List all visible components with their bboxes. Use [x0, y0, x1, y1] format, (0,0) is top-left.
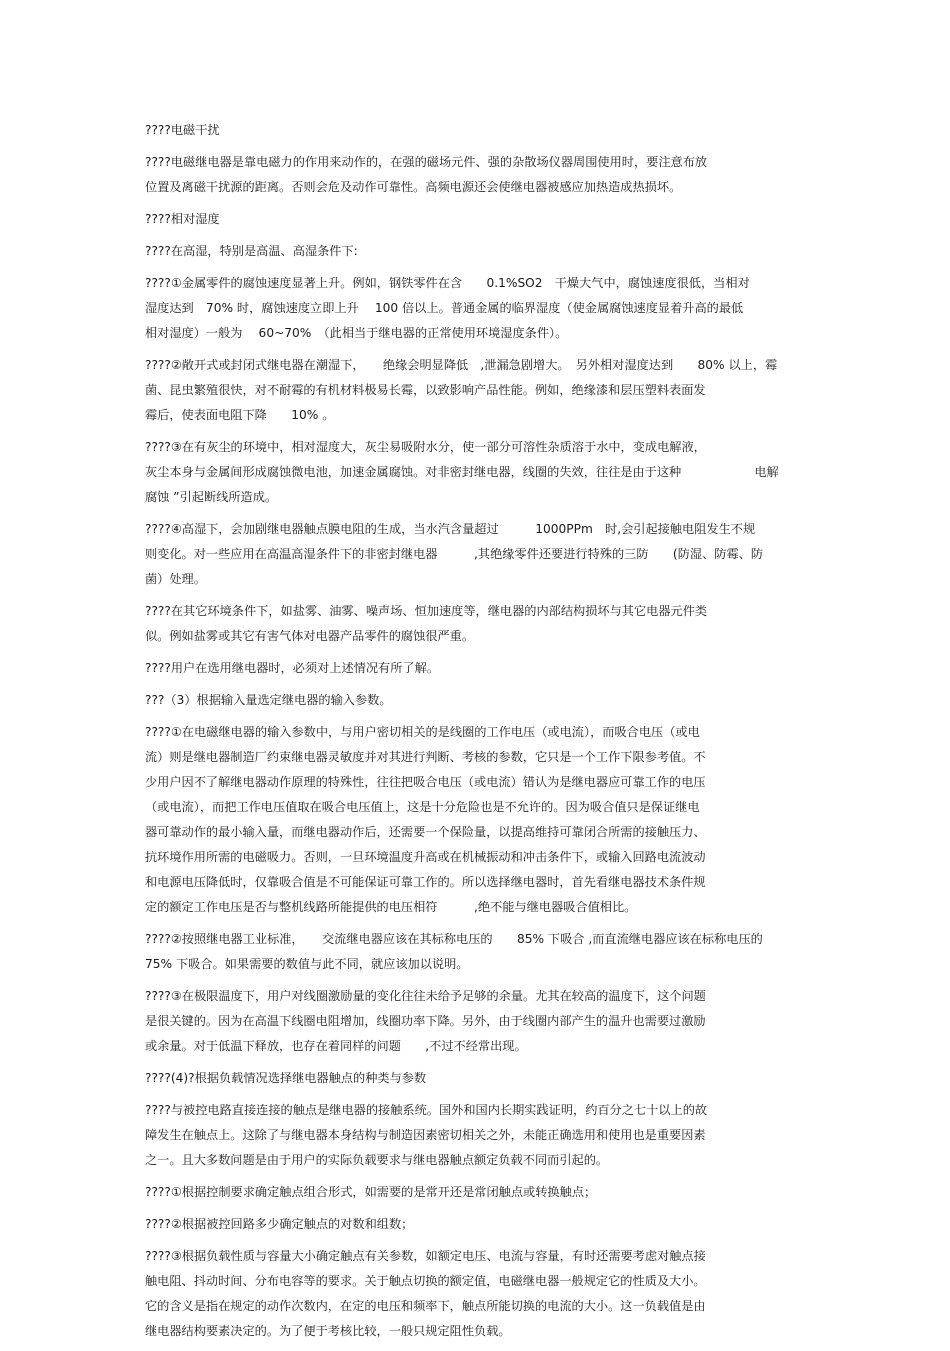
text-line: 定的额定工作电压是否与整机线路所能提供的电压相符 ,绝不能与继电器吸合值相比。 [145, 900, 637, 914]
text-line: 腐蚀 ”引起断线所造成。 [145, 490, 278, 504]
text-line: ????①金属零件的腐蚀速度显著上升。例如，钢铁零件在含 0.1%SO2 干燥大气中，腐蚀速度很低，当相对 [145, 276, 750, 290]
text-line: 相对湿度）一般为 60~70% （此相当于继电器的正常使用环境湿度条件）。 [145, 326, 568, 340]
text-line: ???（3）根据输入量选定继电器的输入参数。 [145, 693, 392, 707]
text-line: ????在高湿，特别是高温、高湿条件下: [145, 244, 358, 258]
text-line: 它的含义是指在规定的动作次数内，在定的电压和频率下，触点所能切换的电流的大小。这一负载值是由 [145, 1299, 706, 1313]
text-line: ????电磁继电器是靠电磁力的作用来动作的，在强的磁场元件、强的杂散场仪器周围使用时，要注意布放 [145, 155, 708, 169]
text-line: 触电阻、抖动时间、分布电容等的要求。关于触点切换的额定值，电磁继电器一般规定它的性质及大小。 [145, 1274, 706, 1288]
text-line: （或电流），而把工作电压值取在吸合电压值上，这是十分危险也是不允许的。因为吸合值只是保证继电 [145, 800, 700, 814]
text-line: ????①在电磁继电器的输入参数中，与用户密切相关的是线圈的工作电压（或电流），而吸合电压（或电 [145, 725, 700, 739]
document-page [145, 118, 815, 1351]
text-line: 霉后，使表面电阻下降 10% 。 [145, 408, 335, 422]
paragraph [145, 720, 815, 920]
paragraph [145, 353, 815, 428]
text-line: ????电磁干扰 [145, 123, 220, 137]
text-line: ????在其它环境条件下，如盐雾、油雾、噪声场、恒加速度等，继电器的内部结构损坏与其它电器元件类 [145, 604, 708, 618]
text-line: 器可靠动作的最小输入量，而继电器动作后，还需要一个保险量，以提高维持可靠闭合所需的接触压力、 [145, 825, 706, 839]
text-line: 灰尘本身与金属间形成腐蚀微电池，加速金属腐蚀。对非密封继电器，线圈的失效，往往是由于这种 电解 [145, 465, 779, 479]
text-line: 之一。且大多数问题是由于用户的实际负载要求与继电器触点额定负载不同而引起的。 [145, 1153, 609, 1167]
paragraph [145, 927, 815, 977]
text-line: 湿度达到 70% 时，腐蚀速度立即上升 100 倍以上。普通金属的临界湿度（使金属腐蚀速度显着升高的最低 [145, 301, 744, 315]
text-line: 流）则是继电器制造厂约束继电器灵敏度并对其进行判断、考核的参数，它只是一个工作下限参考值。不 [145, 750, 706, 764]
text-line: 或余量。对于低温下释放，也存在着同样的问题 ,不过不经常出现。 [145, 1039, 527, 1053]
paragraph [145, 688, 815, 713]
paragraph [145, 1098, 815, 1173]
text-line: 继电器结构要素决定的。为了便于考核比较，一般只规定阻性负载。 [145, 1324, 511, 1338]
paragraph [145, 1212, 815, 1237]
text-line: 菌）处理。 [145, 572, 206, 586]
text-line: ????③在有灰尘的环境中，相对湿度大，灰尘易吸附水分，使一部分可溶性杂质溶于水中，变成电解液， [145, 440, 706, 454]
text-line: 是很关键的。因为在高温下线圈电阻增加，线圈功率下降。另外，由于线圈内部产生的温升也需要过激励 [145, 1014, 706, 1028]
text-line: ????(4)?根据负载情况选择继电器触点的种类与参数 [145, 1071, 427, 1085]
text-line: ????②敞开式或封闭式继电器在潮湿下， 绝缘会明显降低 ,泄漏急剧增大。 另外相对湿度达到 80% 以上，霉 [145, 358, 778, 372]
paragraph [145, 271, 815, 346]
paragraph [145, 599, 815, 649]
text-line: ????与被控电路直接连接的触点是继电器的接触系统。国外和国内长期实践证明，约百分之七十以上的故 [145, 1103, 708, 1117]
paragraph [145, 1180, 815, 1205]
paragraph [145, 435, 815, 510]
text-line: ????相对湿度 [145, 212, 220, 226]
text-line: ????②按照继电器工业标准， 交流继电器应该在其标称电压的 85% 下吸合 ,而直流继电器应该在标称电压的 [145, 932, 763, 946]
paragraph [145, 1244, 815, 1344]
text-line: ????①根据控制要求确定触点组合形式，如需要的是常开还是常闭触点或转换触点； [145, 1185, 597, 1199]
paragraph [145, 656, 815, 681]
text-line: ????③在极限温度下，用户对线圈激励量的变化往往未给予足够的余量。尤其在较高的温度下，这个问题 [145, 989, 706, 1003]
text-line: 和电源电压降低时，仅靠吸合值是不可能保证可靠工作的。所以选择继电器时，首先看继电器技术条件规 [145, 875, 706, 889]
paragraph [145, 239, 815, 264]
text-line: ????③根据负载性质与容量大小确定触点有关参数，如额定电压、电流与容量，有时还需要考虑对触点接 [145, 1249, 706, 1263]
text-line: ????②根据被控回路多少确定触点的对数和组数； [145, 1217, 414, 1231]
text-line: 菌、昆虫繁殖很快，对不耐霉的有机材料极易长霉，以致影响产品性能。例如，绝缘漆和层压塑料表面发 [145, 383, 706, 397]
text-line: 障发生在触点上。这除了与继电器本身结构与制造因素密切相关之外，未能正确选用和使用也是重要因素 [145, 1128, 706, 1142]
text-line: 75% 下吸合。如果需要的数值与此不同，就应该加以说明。 [145, 957, 469, 971]
text-line: 则变化。对一些应用在高温高湿条件下的非密封继电器 ,其绝缘零件还要进行特殊的三防 (防湿、防霉、防 [145, 547, 764, 561]
paragraph [145, 207, 815, 232]
text-line: ????④高湿下，会加剧继电器触点膜电阻的生成，当水汽含量超过 1000PPm 时,会引起接触电阻发生不规 [145, 522, 756, 536]
paragraph [145, 118, 815, 143]
text-line: 抗环境作用所需的电磁吸力。否则，一旦环境温度升高或在机械振动和冲击条件下，或输入回路电流波动 [145, 850, 706, 864]
paragraph [145, 984, 815, 1059]
text-line: 位置及离磁干扰源的距离。否则会危及动作可靠性。高频电源还会使继电器被感应加热造成热损坏。 [145, 180, 682, 194]
text-line: 似。例如盐雾或其它有害气体对电器产品零件的腐蚀很严重。 [145, 629, 475, 643]
text-line: ????用户在选用继电器时，必须对上述情况有所了解。 [145, 661, 439, 675]
paragraph [145, 517, 815, 592]
text-line: 少用户因不了解继电器动作原理的特殊性，往往把吸合电压（或电流）错认为是继电器应可靠工作的电压 [145, 775, 706, 789]
paragraph [145, 150, 815, 200]
paragraph [145, 1066, 815, 1091]
